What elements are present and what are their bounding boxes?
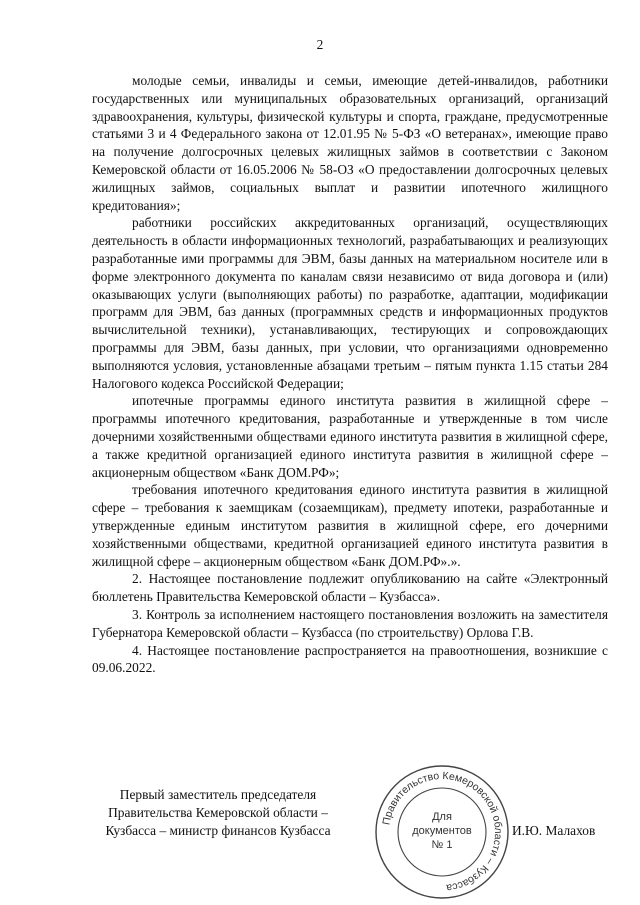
stamp-line: № 1 [431,839,453,851]
document-body [92,72,608,677]
stamp-line: документов [412,825,472,837]
stamp-seal-icon [372,762,512,902]
page-number: 2 [316,37,324,52]
signatory-title [86,786,350,840]
paragraph-it-workers: работники российских аккредитованных организаций, осуществляющих деятельность в области информационных технологий, разрабатывающих и реализующих разработанные ими программы для ЭВМ, базы данных на материальном носителе или в форме электронного документа по каналам связи независимо от вида договора и (или) оказывающих услуги (выполняющих работы) по разработке, адаптации, модификации программ для ЭВМ, баз данных (программных средств и информационных продуктов вычислительной техники), устанавливающих, тестирующих и сопровождающих программы для ЭВМ, базы данных, при условии, что организациями одновременно выполняются условия, установленные абзацами третьим – пятым пункта 1.15 статьи 284 Налогового кодекса Российской Федерации; [92,215,608,391]
signatory-title-line: Первый заместитель председателя [119,787,317,802]
stamp-ring-text: Правительство Кемеровской области – Кузбасса [380,769,505,894]
paragraph-publication: 2. Настоящее постановление подлежит опубликованию на сайте «Электронный бюллетень Правительства Кемеровской области – Кузбасса». [92,571,608,605]
signatory-name: И.Ю. Малахов [512,823,596,838]
paragraph-families: молодые семьи, инвалиды и семьи, имеющие детей-инвалидов, работники государственных или муниципальных образовательных организаций, организаций здравоохранения, культуры, физической культуры и спорта, граждане, предусмотренные статьями 3 и 4 Федерального закона от 12.01.95 № 5-ФЗ «О ветеранах», имеющие право на получение долгосрочных целевых жилищных займов в соответствии с Законом Кемеровской области от 16.05.2006 № 58-ОЗ «О предоставлении долгосрочных целевых жилищных займов, социальных выплат и развитии ипотечного жилищного кредитования»; [92,73,608,213]
paragraph-control: 3. Контроль за исполнением настоящего постановления возложить на заместителя Губернатора Кемеровской области – Кузбасса (по строительству) Орлова Г.В. [92,606,608,640]
paragraph-mortgage-requirements: требования ипотечного кредитования единого института развития в жилищной сфере – требования к заемщикам (созаемщикам), предмету ипотеки, разработанные и утвержденные единым институтом развития в жилищной сфере, его дочерними хозяйственными обществами, кредитной организацией единого института развития в жилищной сфере – акционерным обществом «Банк ДОМ.РФ».». [92,482,608,569]
stamp-line: Для [432,811,452,823]
signatory-title-line: Правительства Кемеровской области – [108,805,328,820]
paragraph-effective-date: 4. Настоящее постановление распространяется на правоотношения, возникшие с 09.06.2022. [92,642,608,676]
official-stamp [372,762,512,902]
paragraph-mortgage-programs: ипотечные программы единого института развития в жилищной сфере – программы ипотечного кредитования, разработанные и утвержденные в том числе дочерними хозяйственными обществами единого института развития в жилищной сфере, а также кредитной организацией единого института развития в жилищной сфере – акционерным обществом «Банк ДОМ.РФ»; [92,393,608,480]
signatory-title-line: Кузбасса – министр финансов Кузбасса [105,823,331,838]
